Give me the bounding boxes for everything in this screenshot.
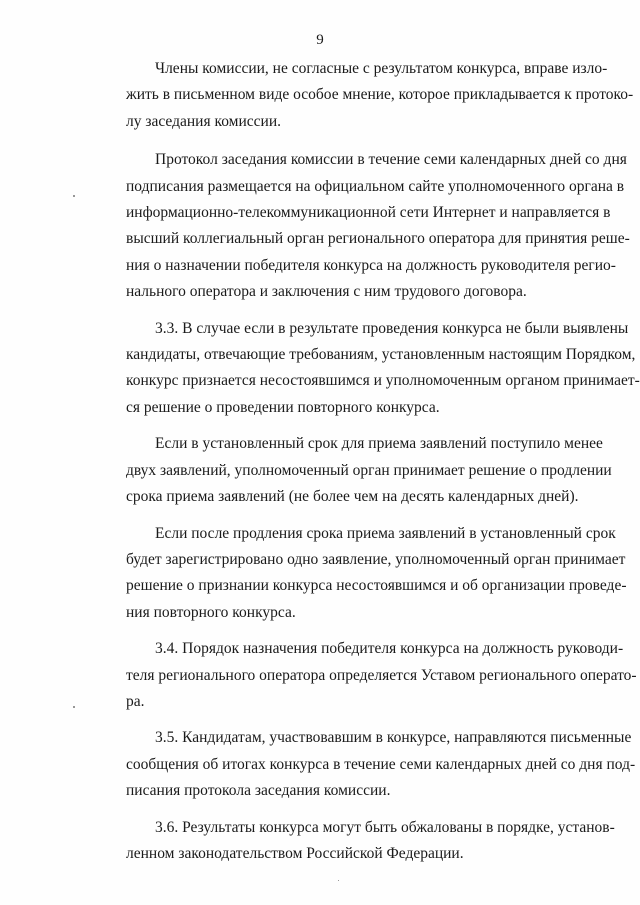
text-line: подписания размещается на официальном сайте уполномоченного органа в bbox=[126, 177, 625, 195]
text-line: срока приема заявлений (не более чем на десять календарных дней). bbox=[126, 488, 579, 506]
text-line: Члены комиссии, не согласные с результатом конкурса, вправе изло- bbox=[155, 60, 608, 77]
text-line: жить в письменном виде особое мнение, которое прикладывается к протоко- bbox=[126, 86, 634, 104]
text-line: ленном законодательством Российской Федерации. bbox=[126, 844, 464, 862]
paragraph-extension bbox=[126, 431, 612, 510]
text-line: высший коллегиальный орган регионального оператора для принятия реше- bbox=[126, 230, 630, 248]
text-line: теля регионального оператора определяется Уставом регионального операто- bbox=[126, 666, 637, 684]
text-line: информационно-телекоммуникационной сети Интернет и направляется в bbox=[126, 204, 611, 222]
text-line: писания протокола заседания комиссии. bbox=[126, 782, 391, 800]
paragraph-3-3 bbox=[126, 316, 640, 422]
text-line: ра. bbox=[126, 692, 145, 710]
scan-speck bbox=[73, 706, 75, 708]
text-line: 3.5. Кандидатам, участвовавшим в конкурсе, направляются письменные bbox=[155, 729, 632, 747]
document-body bbox=[126, 56, 640, 867]
scan-speck bbox=[338, 880, 339, 881]
text-line: ния о назначении победителя конкурса на должность руководителя регио- bbox=[126, 256, 616, 274]
paragraph-3-4 bbox=[126, 636, 637, 715]
text-line: Протокол заседания комиссии в течение семи календарных дней со дня bbox=[155, 151, 627, 169]
paragraph-3-5 bbox=[126, 725, 636, 804]
text-line: лу заседания комиссии. bbox=[126, 112, 281, 130]
text-line: будет зарегистрировано одно заявление, уполномоченный орган принимает bbox=[126, 550, 626, 568]
scan-speck bbox=[73, 195, 75, 197]
paragraph-single-application bbox=[126, 521, 627, 627]
text-line: 3.3. В случае если в результате проведения конкурса не были выявлены bbox=[155, 319, 629, 337]
text-line: конкурс признается несостоявшимся и уполномоченным органом принимает- bbox=[126, 372, 640, 390]
text-line: нального оператора и заключения с ним трудового договора. bbox=[126, 283, 527, 301]
text-line: ния повторного конкурса. bbox=[126, 603, 296, 621]
paragraph-protocol-publication bbox=[126, 147, 630, 305]
paragraph-3-6 bbox=[126, 815, 615, 868]
page-number: 9 bbox=[316, 32, 324, 48]
text-line: кандидаты, отвечающие требованиям, установленным настоящим Порядком, bbox=[126, 346, 636, 364]
text-line: двух заявлений, уполномоченный орган принимает решение о продлении bbox=[126, 461, 612, 479]
text-line: сообщения об итогах конкурса в течение семи календарных дней со дня под- bbox=[126, 755, 636, 773]
text-line: ся решение о проведении повторного конкурса. bbox=[126, 398, 440, 416]
text-line: 3.4. Порядок назначения победителя конкурса на должность руководи- bbox=[155, 640, 624, 658]
paragraph-dissenting-opinion bbox=[126, 56, 634, 135]
text-line: Если после продления срока приема заявлений в установленный срок bbox=[155, 524, 616, 542]
text-line: 3.6. Результаты конкурса могут быть обжалованы в порядке, установ- bbox=[155, 818, 615, 836]
text-line: решение о признании конкурса несостоявшимся и об организации проведе- bbox=[126, 577, 627, 595]
text-line: Если в установленный срок для приема заявлений поступило менее bbox=[155, 435, 603, 453]
